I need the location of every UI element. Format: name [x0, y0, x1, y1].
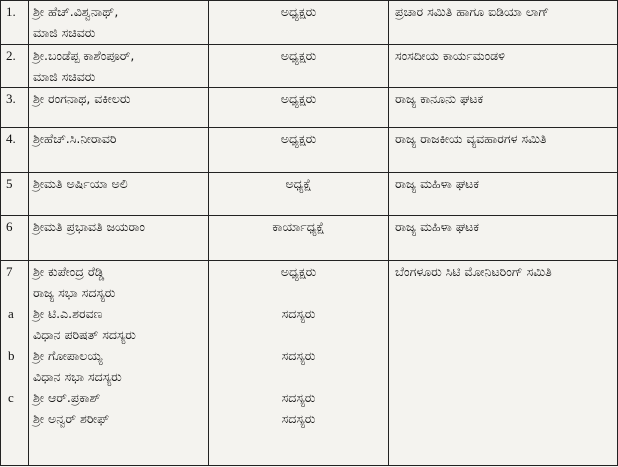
member-name: ಶ್ರೀಹೆಚ್.ಸಿ.ನೀರಾವರಿ [29, 128, 209, 173]
member-role: ಕಾರ್ಯಾಧ್ಯಕ್ಷೆ [209, 216, 389, 261]
serial-number: 3. [1, 88, 29, 128]
member-line: ಶ್ರೀ ಗೋಪಾಲಯ್ಯ [33, 348, 103, 363]
committee-name: ರಾಜ್ಯ ಮಹಿಳಾ ಘಟಕ [389, 216, 618, 261]
member-line: ಶ್ರೀ ಟಿ.ಎ.ಶರವಣ [33, 306, 103, 321]
table-row [1, 45, 618, 88]
role-line: ಸದಸ್ಯರು [281, 306, 316, 321]
table-row [1, 261, 618, 466]
table-row [1, 88, 618, 128]
member-line: ವಿಧಾನ ಪರಿಷತ್ ಸದಸ್ಯರು [33, 327, 136, 342]
table-row [1, 128, 618, 173]
committee-name: ಸಂಸದೀಯ ಕಾರ್ಯಮಂಡಳಿ [389, 45, 618, 88]
member-name: ಶ್ರೀಮತಿ ಪ್ರಭಾವತಿ ಜಯರಾಂ [29, 216, 209, 261]
member-roles [209, 261, 389, 466]
sub-item-letter: b [8, 348, 15, 363]
committee-name: ರಾಜ್ಯ ಕಾನೂನು ಘಟಕ [389, 88, 618, 128]
role-line: ಅಧ್ಯಕ್ಷರು [280, 264, 317, 279]
member-role: ಅಧ್ಯಕ್ಷರು [209, 1, 389, 45]
serial-number: 2. [1, 45, 29, 88]
serial-number: 4. [1, 128, 29, 173]
table-row [1, 173, 618, 216]
committee-name: ಬೆಂಗಳೂರು ಸಿಟಿ ಮೋನಿಟರಿಂಗ್ ಸಮಿತಿ [389, 261, 618, 466]
sub-item-letter: a [8, 306, 14, 321]
member-line: ಶ್ರೀ ಆರ್.ಪ್ರಕಾಶ್ [33, 390, 101, 405]
member-line: ಶ್ರೀ ಅನ್ವರ್ ಶರೀಫ್ [33, 411, 110, 426]
serial-number: 1. [1, 1, 29, 45]
member-role: ಅಧ್ಯಕ್ಷರು [209, 88, 389, 128]
table-row [1, 1, 618, 45]
member-name: ಶ್ರೀ ಹೆಚ್.ವಿಶ್ವನಾಥ್, ಮಾಜಿ ಸಚಿವರು [29, 1, 209, 45]
member-name: ಶ್ರೀ.ಬಂಡೆಪ್ಪ ಕಾಶೆಂಪೂರ್, ಮಾಜಿ ಸಚಿವರು [29, 45, 209, 88]
role-line [209, 366, 388, 387]
member-line: ಶ್ರೀ ಕುಪೇಂದ್ರ ರೆಡ್ಡಿ [33, 264, 105, 279]
sub-item-letter: c [8, 390, 14, 405]
serial-number: 7 a b c [1, 261, 29, 466]
role-line: ಸದಸ್ಯರು [281, 411, 316, 426]
member-names [29, 261, 209, 466]
member-role: ಅಧ್ಯಕ್ಷರು [209, 128, 389, 173]
committee-name: ಪ್ರಚಾರ ಸಮಿತಿ ಹಾಗೂ ಐಡಿಯಾ ಲಾಗ್ [389, 1, 618, 45]
member-role: ಅಧ್ಯಕ್ಷೆ [209, 173, 389, 216]
role-line [209, 282, 388, 303]
member-name: ಶ್ರೀಮತಿ ಅರ್ಷಿಯಾ ಅಲಿ [29, 173, 209, 216]
role-line: ಸದಸ್ಯರು [281, 390, 316, 405]
member-name: ಶ್ರೀ ರಂಗನಾಥ, ವಕೀಲರು [29, 88, 209, 128]
table-row [1, 216, 618, 261]
member-role: ಅಧ್ಯಕ್ಷರು [209, 45, 389, 88]
member-line: ರಾಜ್ಯ ಸಭಾ ಸದಸ್ಯರು [33, 285, 116, 300]
serial-number: 5 [1, 173, 29, 216]
committee-name: ರಾಜ್ಯ ಮಹಿಳಾ ಘಟಕ [389, 173, 618, 216]
committee-name: ರಾಜ್ಯ ರಾಜಕೀಯ ವ್ಯವಹಾರಗಳ ಸಮಿತಿ [389, 128, 618, 173]
member-line: ವಿಧಾನ ಸಭಾ ಸದಸ್ಯರು [33, 369, 122, 384]
role-line [209, 324, 388, 345]
role-line: ಸದಸ್ಯರು [281, 348, 316, 363]
serial-number: 6 [1, 216, 29, 261]
